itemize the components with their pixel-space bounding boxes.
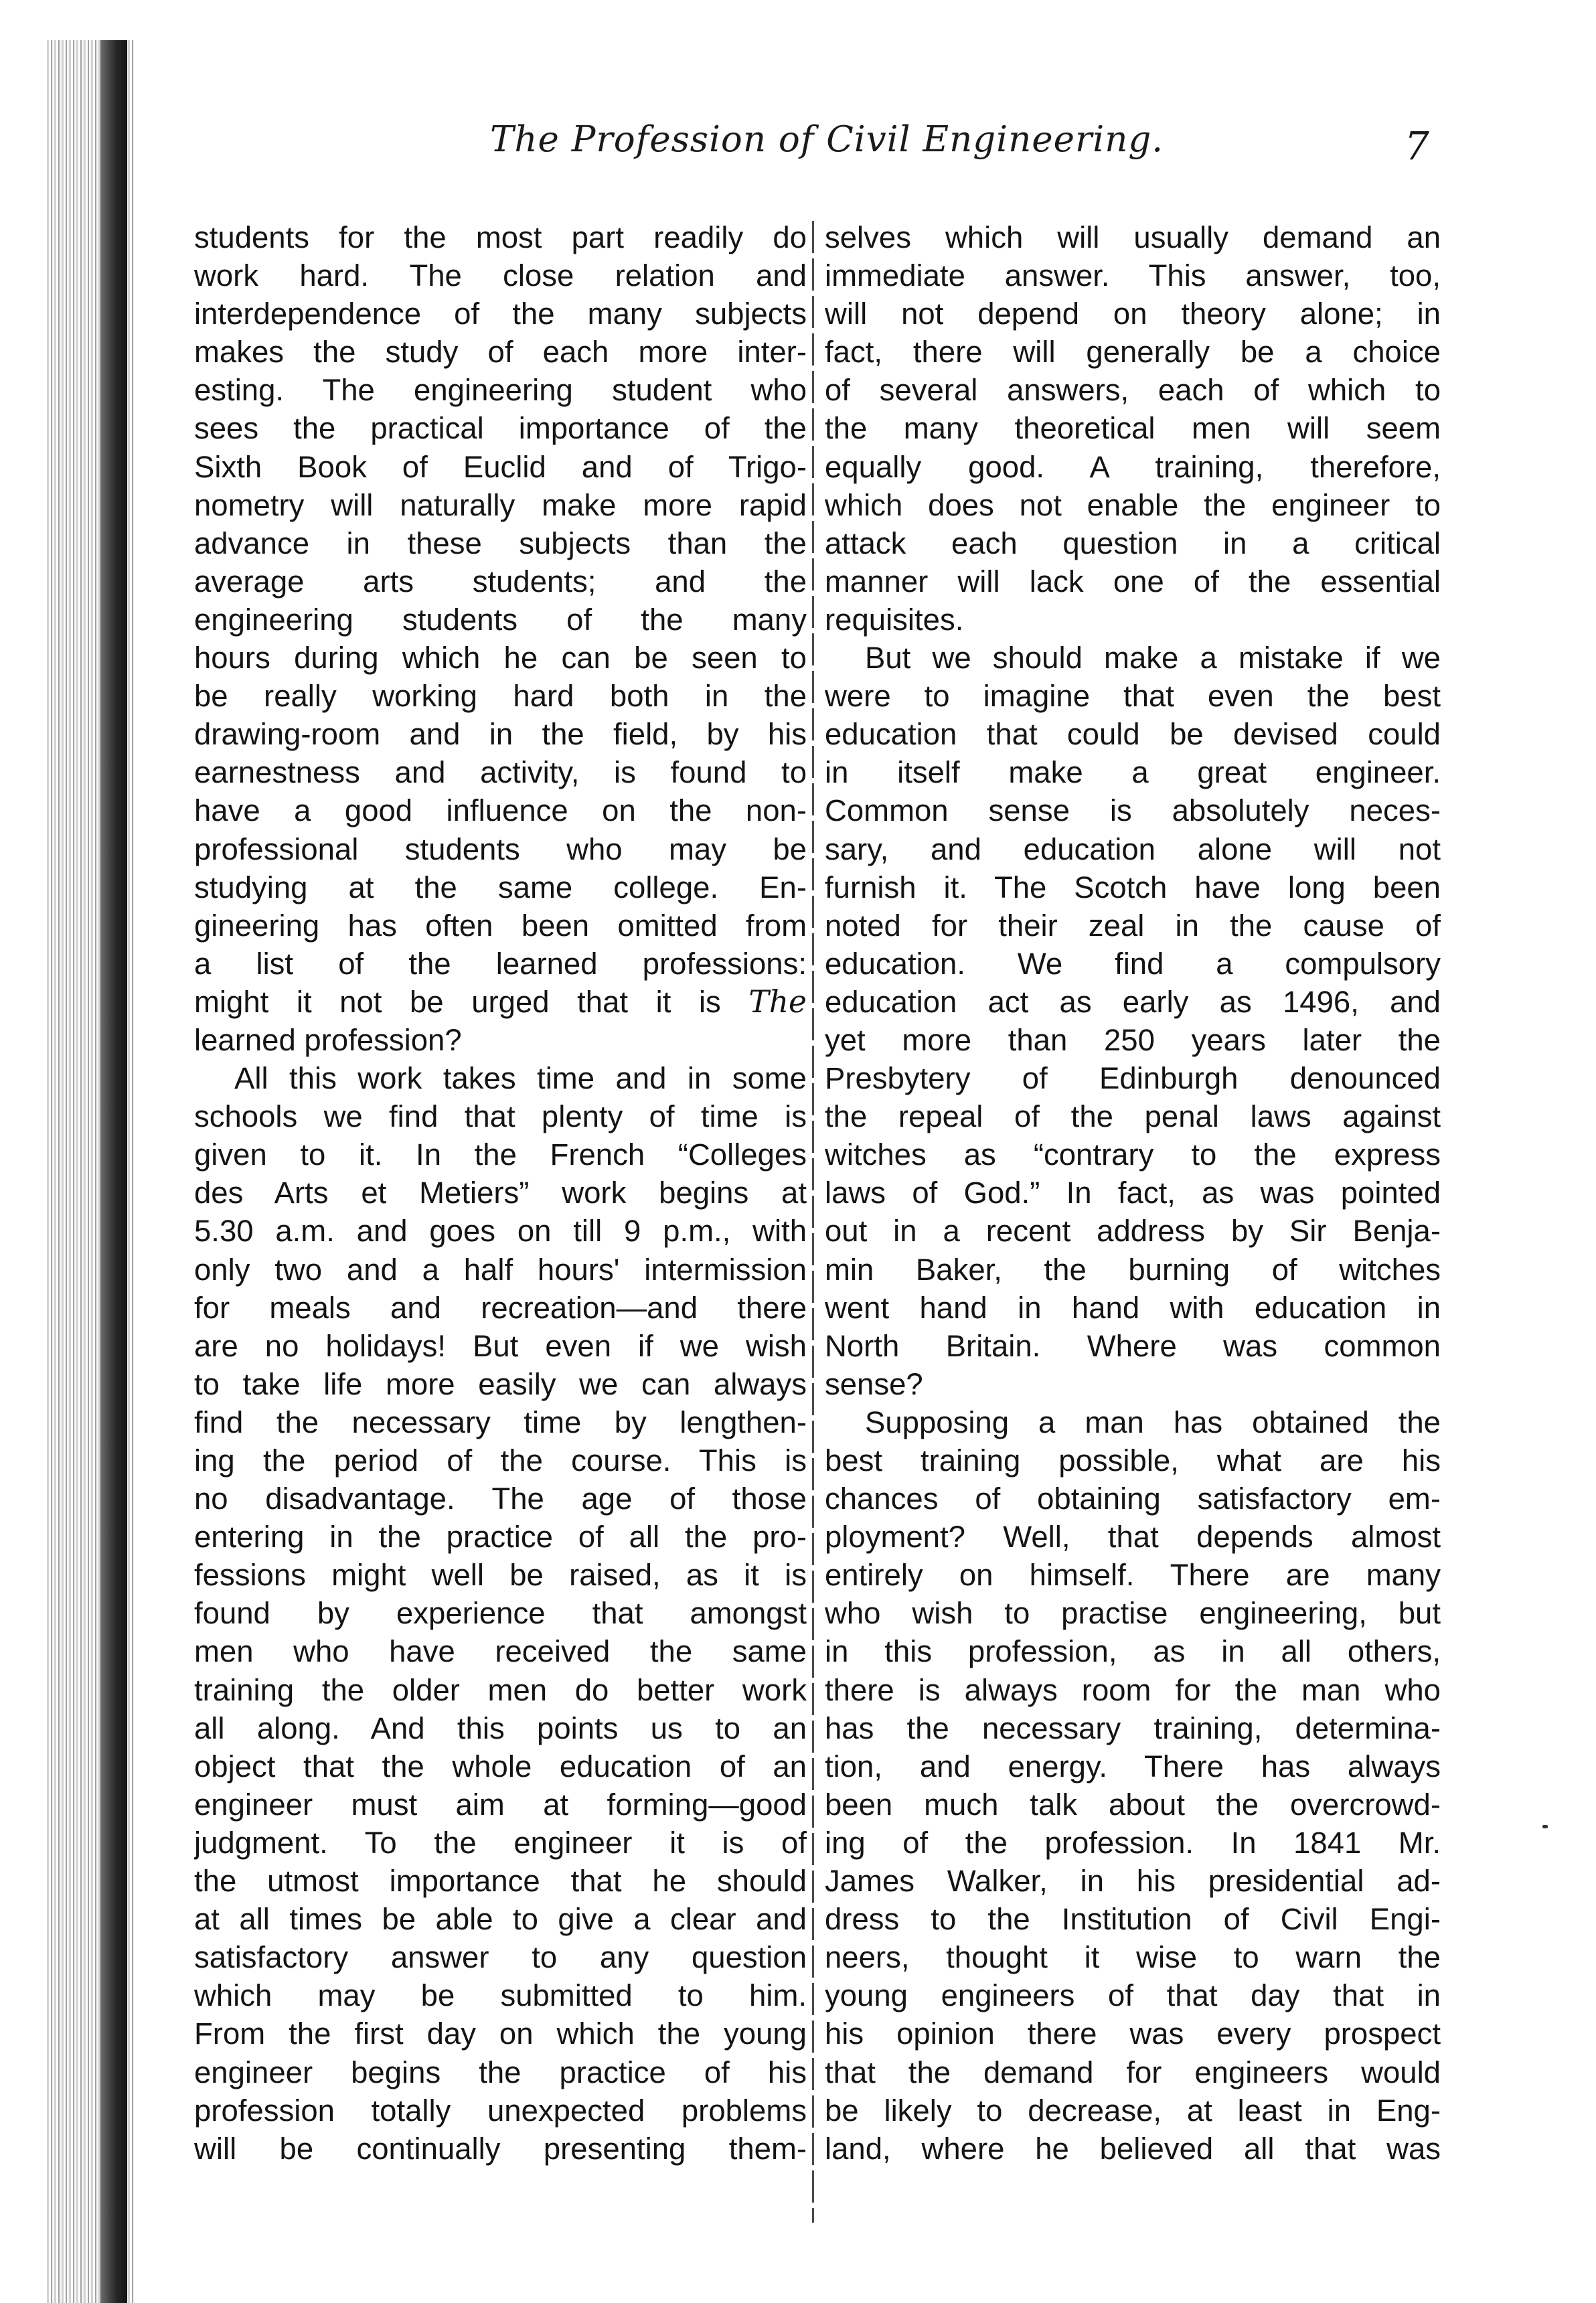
text-line: James Walker, in his presidential ad-	[825, 1864, 1441, 1899]
text-line: out in a recent address by Sir Benja-	[825, 1214, 1441, 1249]
text-line: went hand in hand with education in	[825, 1290, 1441, 1325]
text-line: young engineers of that day that in	[825, 1978, 1441, 2013]
text-line: which may be submitted to him.	[194, 1978, 807, 2013]
text-line: schools we find that plenty of time is	[194, 1099, 807, 1134]
text-line: be really working hard both in the	[194, 679, 807, 714]
text-line: at all times be able to give a clear and	[194, 1902, 807, 1937]
text-line: men who have received the same	[194, 1634, 807, 1669]
text-line: tion, and energy. There has always	[825, 1749, 1441, 1783]
text-line: 5.30 a.m. and goes on till 9 p.m., with	[194, 1214, 807, 1249]
right-text-column	[825, 218, 1441, 2168]
text-line: work hard. The close relation and	[194, 258, 807, 293]
text-line: ing the period of the course. This is	[194, 1443, 807, 1478]
text-line: sense?	[825, 1366, 923, 1401]
text-line: no disadvantage. The age of those	[194, 1482, 807, 1516]
text-line: manner will lack one of the essential	[825, 564, 1441, 599]
text-line: drawing-room and in the field, by his	[194, 717, 807, 752]
text-line: witches as “contrary to the express	[825, 1137, 1441, 1172]
text-line: his opinion there was every prospect	[825, 2016, 1441, 2051]
text-line: earnestness and activity, is found to	[194, 755, 807, 790]
text-line: des Arts et Metiers” work begins at	[194, 1176, 807, 1210]
text-line: hours during which he can be seen to	[194, 641, 807, 676]
text-line: to take life more easily we can always	[194, 1366, 807, 1401]
text-line: fessions might well be raised, as it is	[194, 1558, 807, 1593]
text-line: Sixth Book of Euclid and of Trigo-	[194, 449, 807, 484]
text-line: yet more than 250 years later the	[825, 1022, 1441, 1057]
text-line: land, where he believed all that was	[825, 2131, 1441, 2166]
ink-speck	[1542, 1825, 1548, 1828]
text-line: selves which will usually demand an	[825, 220, 1441, 254]
text-line: were to imagine that even the best	[825, 679, 1441, 714]
text-line: for meals and recreation—and there	[194, 1290, 807, 1325]
italic-emphasis: The	[748, 983, 807, 1020]
text-line: fact, there will generally be a choice	[825, 335, 1441, 370]
text-line: be likely to decrease, at least in Eng-	[825, 2093, 1441, 2128]
text-line: entering in the practice of all the pro-	[194, 1520, 807, 1555]
text-line: profession totally unexpected problems	[194, 2093, 807, 2128]
text-line: sary, and education alone will not	[825, 831, 1441, 866]
text-line: noted for their zeal in the cause of	[825, 908, 1441, 943]
text-line: attack each question in a critical	[825, 526, 1441, 560]
text-line: of several answers, each of which to	[825, 373, 1441, 408]
text-line: chances of obtaining satisfactory em-	[825, 1482, 1441, 1516]
text-line: Presbytery of Edinburgh denounced	[825, 1061, 1441, 1096]
text-line: makes the study of each more inter-	[194, 335, 807, 370]
text-line: esting. The engineering student who	[194, 373, 807, 408]
text-line: ing of the profession. In 1841 Mr.	[825, 1825, 1441, 1860]
text-line: immediate answer. This answer, too,	[825, 258, 1441, 293]
text-line: that the demand for engineers would	[825, 2055, 1441, 2089]
text-line: education act as early as 1496, and	[825, 984, 1441, 1019]
text-line: there is always room for the man who	[825, 1672, 1441, 1707]
text-line: min Baker, the burning of witches	[825, 1252, 1441, 1287]
text-line: object that the whole education of an	[194, 1749, 807, 1783]
text-line: satisfactory answer to any question	[194, 1940, 807, 1975]
binding-edge	[100, 40, 127, 2303]
left-text-column	[194, 218, 807, 2168]
text-line: which does not enable the engineer to	[825, 487, 1441, 522]
text-line: find the necessary time by lengthen-	[194, 1405, 807, 1439]
text-line: Supposing a man has obtained the	[865, 1405, 1441, 1439]
text-line: education that could be devised could	[825, 717, 1441, 752]
text-line: education. We find a compulsory	[825, 946, 1441, 981]
text-line: All this work takes time and in some	[234, 1061, 807, 1096]
text-line: sees the practical importance of the	[194, 411, 807, 446]
text-line: advance in these subjects than the	[194, 526, 807, 560]
text-line: average arts students; and the	[194, 564, 807, 599]
text-line: professional students who may be	[194, 831, 807, 866]
text-line: nometry will naturally make more rapid	[194, 487, 807, 522]
text-line: found by experience that amongst	[194, 1596, 807, 1631]
text-line: the many theoretical men will seem	[825, 411, 1441, 446]
text-line: neers, thought it wise to warn the	[825, 1940, 1441, 1975]
text-line: will not depend on theory alone; in	[825, 297, 1441, 331]
text-line: furnish it. The Scotch have long been	[825, 870, 1441, 904]
text-line: only two and a half hours' intermission	[194, 1252, 807, 1287]
page-number: 7	[1405, 123, 1429, 169]
text-line: students for the most part readily do	[194, 220, 807, 254]
text-line: a list of the learned professions:	[194, 946, 807, 981]
text-line: gineering has often been omitted from	[194, 908, 807, 943]
text-line: the utmost importance that he should	[194, 1864, 807, 1899]
text-line: in itself make a great engineer.	[825, 755, 1441, 790]
text-line: engineer begins the practice of his	[194, 2055, 807, 2089]
text-line: engineering students of the many	[194, 602, 807, 637]
text-line: training the older men do better work	[194, 1672, 807, 1707]
text-line: might it not be urged that it is The	[194, 983, 807, 1020]
text-line: entirely on himself. There are many	[825, 1558, 1441, 1593]
text-line: in this profession, as in all others,	[825, 1634, 1441, 1669]
text-line: who wish to practise engineering, but	[825, 1596, 1441, 1631]
text-line: equally good. A training, therefore,	[825, 449, 1441, 484]
text-line: judgment. To the engineer it is of	[194, 1825, 807, 1860]
text-line: given to it. In the French “Colleges	[194, 1137, 807, 1172]
text-line: are no holidays! But even if we wish	[194, 1328, 807, 1363]
text-line: ployment? Well, that depends almost	[825, 1520, 1441, 1555]
text-line: best training possible, what are his	[825, 1443, 1441, 1478]
column-rule	[812, 221, 814, 2223]
text-line: been much talk about the overcrowd-	[825, 1787, 1441, 1822]
running-title: The Profession of Civil Engineering.	[490, 119, 1164, 160]
text-line: dress to the Institution of Civil Engi-	[825, 1902, 1441, 1937]
text-line: But we should make a mistake if we	[865, 641, 1441, 676]
text-line: From the first day on which the young	[194, 2016, 807, 2051]
text-line: interdependence of the many subjects	[194, 297, 807, 331]
text-line: learned profession?	[194, 1022, 462, 1057]
text-line: have a good influence on the non-	[194, 793, 807, 828]
running-head	[0, 119, 1596, 173]
text-line: will be continually presenting them-	[194, 2131, 807, 2166]
text-line: requisites.	[825, 602, 964, 637]
text-line: laws of God.” In fact, as was pointed	[825, 1176, 1441, 1210]
text-line: North Britain. Where was common	[825, 1328, 1441, 1363]
text-line: studying at the same college. En-	[194, 870, 807, 904]
text-line: Common sense is absolutely neces-	[825, 793, 1441, 828]
text-line: has the necessary training, determina-	[825, 1711, 1441, 1745]
text-line: the repeal of the penal laws against	[825, 1099, 1441, 1134]
text-line: engineer must aim at forming—good	[194, 1787, 807, 1822]
text-line: all along. And this points us to an	[194, 1711, 807, 1745]
